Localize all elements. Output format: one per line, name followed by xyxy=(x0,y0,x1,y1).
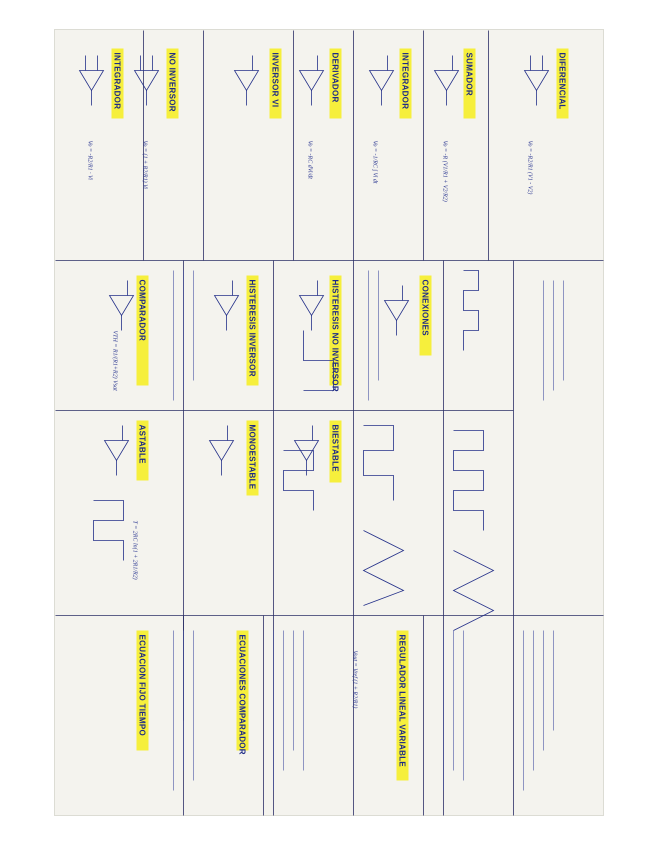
square-wave-3 xyxy=(363,425,393,500)
label-integrador-2: INTEGRADOR xyxy=(400,52,409,109)
label-ecuacion: ECUACION FIJO TIEMPO xyxy=(137,634,146,736)
section-labels xyxy=(111,48,568,780)
formula-5: Vo = -RC dVi/dt xyxy=(306,140,312,179)
opamp-sketches xyxy=(79,55,548,475)
opamp-13 xyxy=(209,425,233,475)
waveforms xyxy=(93,270,493,630)
label-sumador: SUMADOR xyxy=(464,52,473,96)
formula-1: Vo = -R2/R1 · Vi xyxy=(86,140,92,180)
opamp-8 xyxy=(109,280,133,330)
formula-2: Vo = (1 + R2/R1) Vi xyxy=(141,140,147,189)
opamp-6 xyxy=(434,55,458,105)
rotated-notes xyxy=(55,30,603,815)
opamp-14 xyxy=(294,425,318,475)
label-integrador: INTEGRADOR xyxy=(112,52,121,109)
label-astable: ASTABLE xyxy=(137,424,146,464)
notes-drawing xyxy=(55,30,603,815)
square-wave-5 xyxy=(93,500,123,560)
formulas xyxy=(86,140,533,708)
opamp-10 xyxy=(299,280,323,330)
opamp-5 xyxy=(369,55,393,105)
formula-4: Vo = -1/RC ∫ Vi dt xyxy=(371,140,377,184)
label-conexiones: CONEXIONES xyxy=(420,279,429,336)
formula-6: Vo = -R (V1/R1 + V2/R2) xyxy=(441,140,447,202)
label-histeresis: HISTERESIS INVERSOR xyxy=(247,279,256,377)
hysteresis-loop xyxy=(303,330,333,390)
square-wave-1 xyxy=(463,270,478,350)
label-monoestable: MONOESTABLE xyxy=(247,424,256,489)
opamp-3 xyxy=(234,55,258,105)
label-derivador: DERIVADOR xyxy=(330,52,339,103)
opamp-2 xyxy=(134,55,158,105)
formula-9: Vout = Vref (1 + R2/R1) xyxy=(351,650,357,708)
label-regulador: REGULADOR LINEAL VARIABLE xyxy=(397,634,406,767)
label-comparador: COMPARADOR xyxy=(137,279,146,341)
square-wave-4 xyxy=(283,450,313,510)
triangle-wave-2 xyxy=(363,530,403,605)
label-inversor-vi: INVERSOR VI xyxy=(270,52,279,107)
opamp-4 xyxy=(299,55,323,105)
formula-7: VTH = R1/(R1+R2) Vsat xyxy=(111,330,117,391)
square-wave-2 xyxy=(453,430,483,530)
notes-sheet xyxy=(55,30,603,815)
label-hist-no-inv: HISTERESIS NO INVERSOR xyxy=(330,279,339,392)
opamp-1 xyxy=(79,55,103,105)
label-biestable: BIESTABLE xyxy=(330,424,339,472)
opamp-7 xyxy=(524,55,548,105)
label-no-inversor: NO INVERSOR xyxy=(167,52,176,112)
formula-3: Vo = -R2/R1 (V1 - V2) xyxy=(526,140,532,194)
handwriting-lines xyxy=(173,270,563,790)
opamp-9 xyxy=(214,280,238,330)
triangle-wave-1 xyxy=(453,550,493,630)
label-ecuaciones-comp: ECUACIONES COMPARADOR xyxy=(237,634,246,755)
label-diferencial: DIFERENCIAL xyxy=(557,52,566,110)
formula-8: T = 2RC ln(1 + 2R1/R2) xyxy=(131,520,137,580)
opamp-11 xyxy=(384,285,408,335)
opamp-12 xyxy=(104,425,128,475)
